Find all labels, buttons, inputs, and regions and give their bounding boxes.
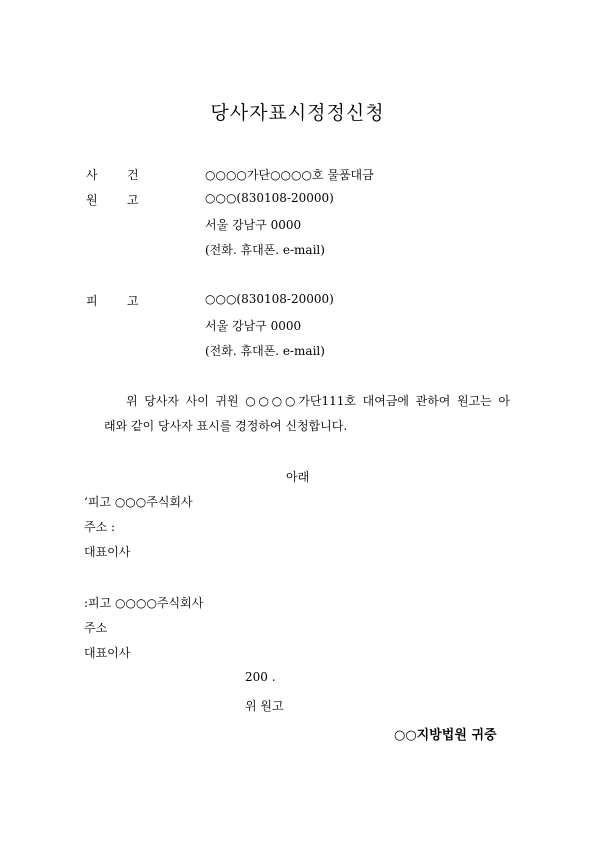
body-line-2: 래와 같이 당사자 표시를 경정하여 신청합니다. — [104, 419, 348, 433]
after-representative: 대표이사 — [84, 646, 131, 660]
court-addressee: ○○지방법원 귀중 — [394, 728, 497, 743]
notice-heading: 아래 — [286, 470, 310, 484]
after-defendant: :피고 ○○○○주식회사 — [84, 596, 204, 610]
after-address: 주소 — [84, 621, 108, 635]
defendant-name: ○○○(830108-20000) — [205, 292, 334, 306]
plaintiff-label-char-1: 원 — [86, 193, 98, 207]
defendant-contact: (전화. 휴대폰. e-mail) — [205, 344, 325, 358]
defendant-label-char-2: 고 — [127, 294, 139, 308]
case-label-char-2: 건 — [127, 168, 139, 182]
before-address: 주소 : — [84, 520, 116, 534]
date: 200 . — [245, 670, 276, 684]
case-value: ○○○○가단○○○○호 물품대금 — [205, 168, 374, 182]
signer: 위 원고 — [245, 699, 284, 713]
plaintiff-address: 서울 강남구 0000 — [205, 218, 302, 232]
case-label-char-1: 사 — [86, 168, 98, 182]
defendant-label-char-1: 피 — [86, 294, 98, 308]
before-representative: 대표이사 — [84, 545, 131, 559]
body-line-1: 위 당사자 사이 귀원 ○○○○가단111호 대여금에 관하여 원고는 아 — [126, 394, 510, 408]
before-defendant: ‘피고 ○○○주식회사 — [84, 495, 193, 509]
plaintiff-name: ○○○(830108-20000) — [205, 191, 334, 205]
document-title: 당사자표시정정신청 — [210, 102, 385, 124]
plaintiff-label-char-2: 고 — [127, 193, 139, 207]
defendant-address: 서울 강남구 0000 — [205, 319, 302, 333]
plaintiff-contact: (전화. 휴대폰. e-mail) — [205, 243, 325, 257]
